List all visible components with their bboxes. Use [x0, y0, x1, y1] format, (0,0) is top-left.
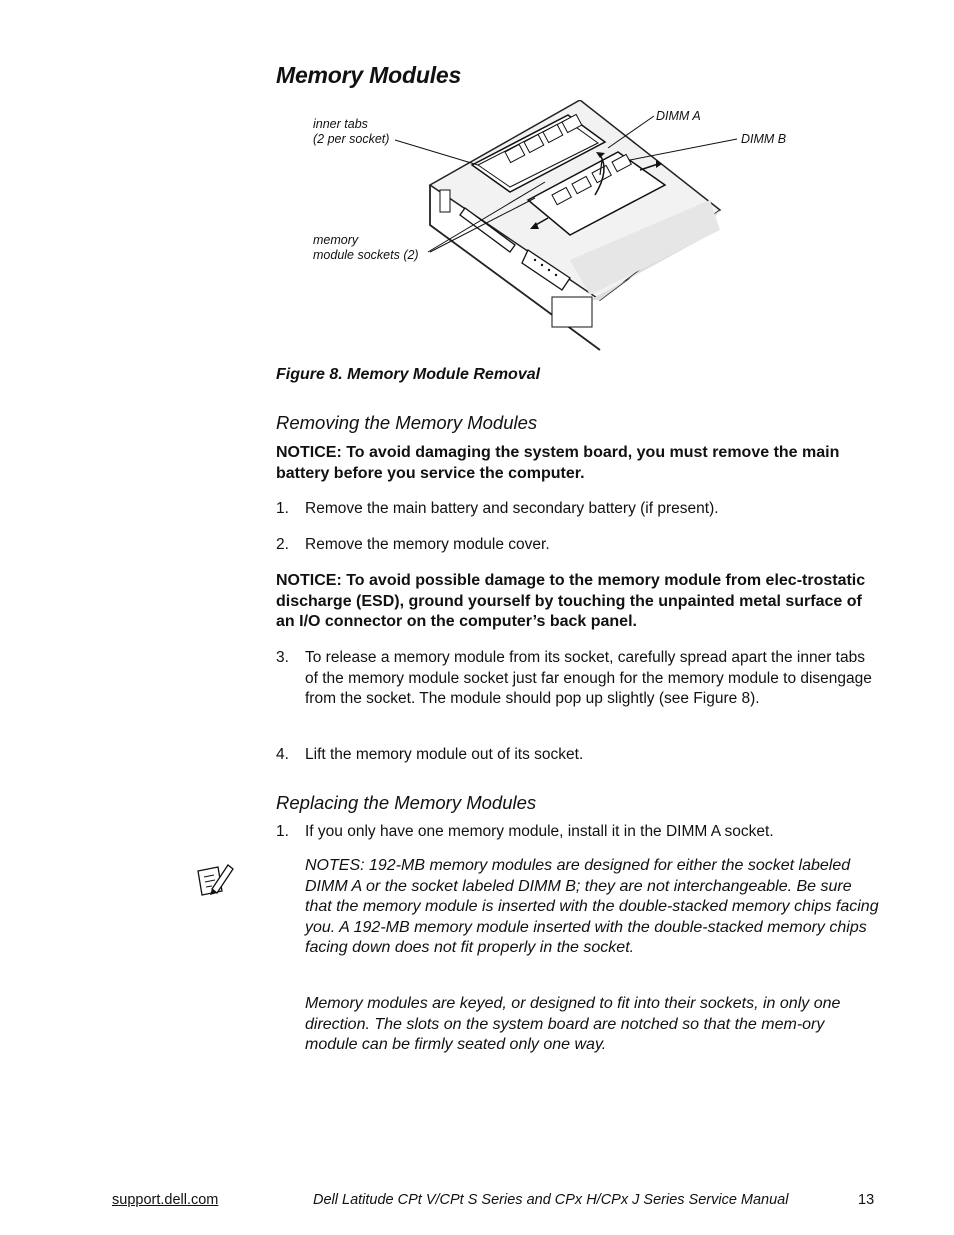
note-192mb: NOTES: 192-MB memory modules are designed for either the socket labeled DIMM A or the socket labeled DIMM B; they are not interchangeable. Be sure that the memory module is inserted with the double-stacked memory chips facing you. A 192-MB memory module inserted with the double-stacked memory chips facing down does not fit properly in the socket. [305, 857, 879, 956]
callout-inner-tabs-line2: (2 per socket) [313, 132, 390, 146]
step-number: 1. [276, 823, 289, 840]
page-number: 13 [858, 1192, 875, 1208]
callout-sockets-line1: memory [313, 233, 359, 247]
notice-esd: NOTICE: To avoid possible damage to the memory module from elec-trostatic discharge (ESD), ground yourself by touching the unpainted metal surface of an I/O connector on the computer’s back panel. [276, 572, 866, 630]
callout-inner-tabs [313, 117, 389, 147]
step-number: 1. [276, 500, 289, 517]
callout-dimm-a: DIMM A [656, 109, 701, 123]
figure-caption: Figure 8. Memory Module Removal [276, 366, 541, 383]
removing-heading: Removing the Memory Modules [276, 412, 538, 433]
footer-manual-title: Dell Latitude CPt V/CPt S Series and CPx H/CPx J Series Service Manual [313, 1192, 789, 1208]
step-text: If you only have one memory module, install it in the DIMM A socket. [305, 823, 774, 840]
callout-sockets [313, 233, 419, 263]
note-pencil-icon [196, 861, 236, 897]
callout-sockets-line2: module sockets (2) [313, 248, 419, 262]
page-title: Memory Modules [276, 62, 462, 88]
step-number: 4. [276, 746, 289, 763]
callout-inner-tabs-line1: inner tabs [313, 117, 368, 131]
step-text: Remove the main battery and secondary battery (if present). [305, 500, 719, 517]
note-keyed: Memory modules are keyed, or designed to fit into their sockets, in only one direction. The slots on the system board are notched so that the mem-ory module can be firmly seated only one way. [305, 995, 841, 1053]
step-text: Remove the memory module cover. [305, 536, 550, 553]
step-number: 2. [276, 536, 289, 553]
replacing-heading: Replacing the Memory Modules [276, 792, 537, 813]
notice-battery: NOTICE: To avoid damaging the system board, you must remove the main battery before you service the computer. [276, 444, 840, 482]
step-number: 3. [276, 649, 289, 666]
callout-dimm-b: DIMM B [741, 132, 787, 146]
footer-link[interactable]: support.dell.com [112, 1192, 219, 1208]
step-text: To release a memory module from its socket, carefully spread apart the inner tabs of the memory module socket just far enough for the memory module to disengage from the socket. The module should pop up slightly (see Figure 8). [305, 649, 872, 707]
step-text: Lift the memory module out of its socket. [305, 746, 584, 763]
list-item [276, 648, 876, 732]
